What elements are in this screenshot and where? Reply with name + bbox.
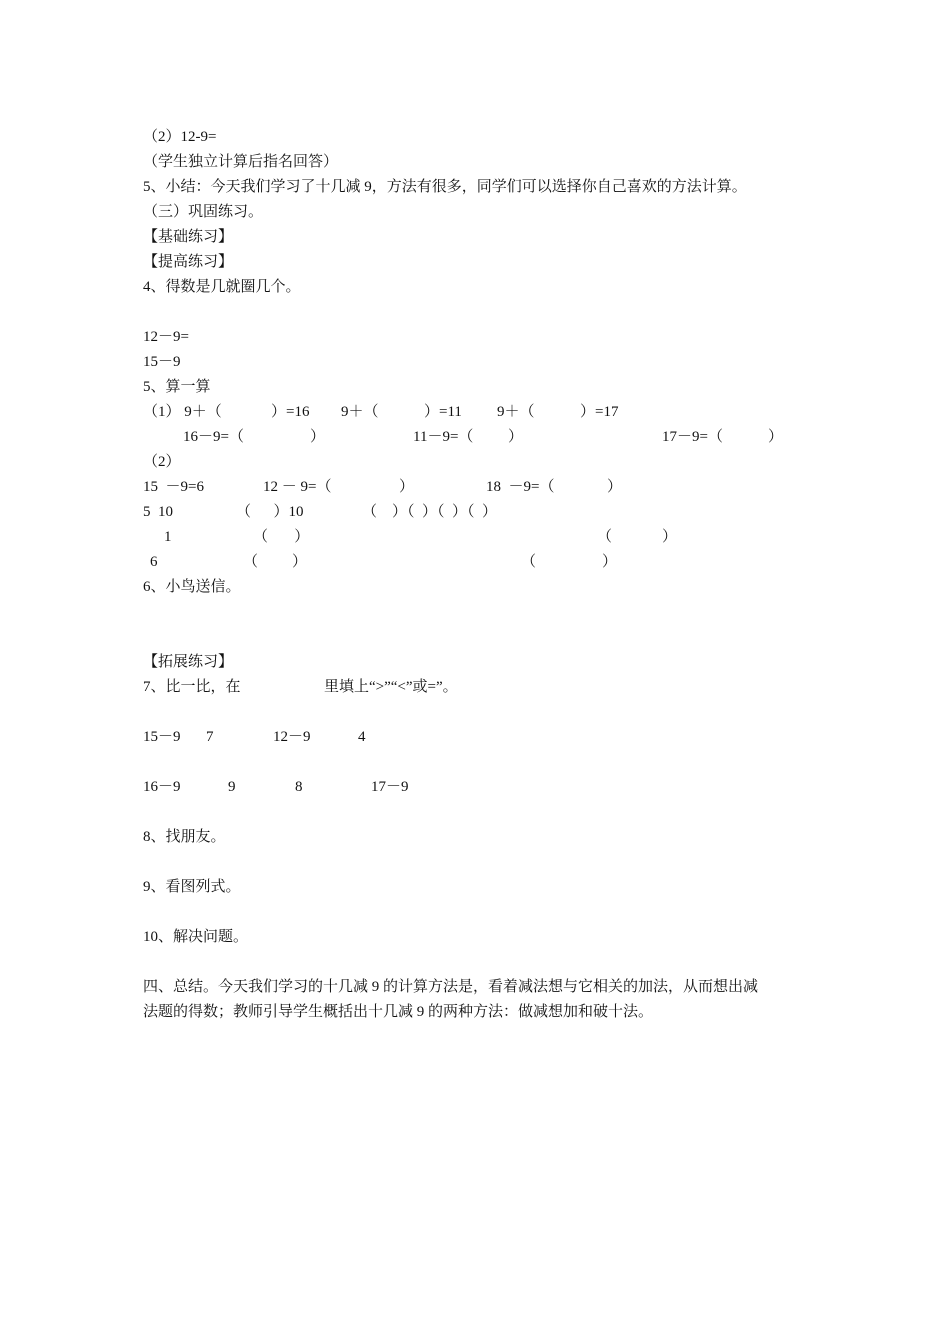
compare-2-left: 12－9 — [273, 729, 311, 745]
row1-part-f: ）=17 — [580, 404, 619, 420]
row1-part-a: （1） 9＋（ — [143, 404, 222, 420]
exercise-8-title: 8、找朋友。 — [143, 829, 226, 845]
row2-part-c: 11－9=（ — [413, 429, 474, 445]
exercise-6-title: 6、小鸟送信。 — [143, 579, 241, 595]
row1-part-b: ）=16 — [271, 404, 310, 420]
row1-part-c: 9＋（ — [341, 404, 379, 420]
conclusion-line-1: 四、总结。今天我们学习的十几减 9 的计算方法是，看着减法想与它相关的加法，从而想出减 — [143, 979, 759, 995]
row3-part-e: ） — [607, 479, 623, 495]
row2-part-f: ） — [768, 429, 784, 445]
exercise-5-title: 5、算一算 — [143, 379, 211, 395]
row6-part-a: 6 — [150, 554, 158, 570]
student-instruction: （学生独立计算后指名回答） — [143, 154, 339, 170]
compare-2-right: 4 — [358, 729, 366, 745]
compare-4-left: 8 — [295, 779, 303, 795]
compare-4-right: 17－9 — [371, 779, 409, 795]
heading-extension-practice: 【拓展练习】 — [143, 654, 234, 670]
row2-part-a: 16－9=（ — [183, 429, 244, 445]
conclusion-line-2: 法题的得数；教师引导学生概括出十几减 9 的两种方法：做减想加和破十法。 — [143, 1004, 654, 1020]
row5-part-a: 1 — [164, 529, 172, 545]
section-heading-practice: （三）巩固练习。 — [143, 204, 264, 220]
compare-1-left: 15－9 — [143, 729, 181, 745]
row6-part-d: （ — [521, 554, 537, 570]
exercise-4-equation-2: 15－9 — [143, 354, 181, 370]
row4-part-c: （ ）（ ）（ ）（ ） — [362, 504, 498, 520]
exercise-7-part-b: 里填上“>”“<”或=”。 — [324, 679, 458, 695]
heading-basic-practice: 【基础练习】 — [143, 229, 234, 245]
exercise-4-title: 4、得数是几就圈几个。 — [143, 279, 301, 295]
compare-3-left: 16－9 — [143, 779, 181, 795]
exercise-7-part-a: 7、比一比，在 — [143, 679, 241, 695]
row1-part-e: 9＋（ — [497, 404, 535, 420]
row2-part-b: ） — [310, 429, 326, 445]
row3-part-d: 18 －9=（ — [486, 479, 555, 495]
exercise-9-title: 9、看图列式。 — [143, 879, 241, 895]
compare-1-right: 7 — [206, 729, 214, 745]
row3-part-a: 15 －9=6 — [143, 479, 204, 495]
row2-part-d: ） — [508, 429, 524, 445]
exercise-5-part-2-label: （2） — [143, 454, 181, 470]
row4-part-a: 5 10 — [143, 504, 173, 520]
row3-part-b: 12 － 9=（ — [263, 479, 332, 495]
row6-part-e: ） — [602, 554, 618, 570]
exercise-10-title: 10、解决问题。 — [143, 929, 249, 945]
row2-part-e: 17－9=（ — [662, 429, 723, 445]
compare-3-right: 9 — [228, 779, 236, 795]
exercise-4-equation-1: 12－9= — [143, 329, 189, 345]
row6-part-c: ） — [292, 554, 308, 570]
row3-part-c: ） — [399, 479, 415, 495]
heading-advanced-practice: 【提高练习】 — [143, 254, 234, 270]
summary-paragraph: 5、小结：今天我们学习了十几减 9，方法有很多，同学们可以选择你自己喜欢的方法计算。 — [143, 179, 747, 195]
row5-part-b: （ ） — [253, 529, 310, 545]
row5-part-d: ） — [662, 529, 678, 545]
row1-part-d: ）=11 — [424, 404, 462, 420]
row4-part-b: （ ）10 — [236, 504, 304, 520]
equation-12-minus-9: （2）12-9= — [143, 129, 217, 145]
row6-part-b: （ — [243, 554, 259, 570]
row5-part-c: （ — [597, 529, 613, 545]
